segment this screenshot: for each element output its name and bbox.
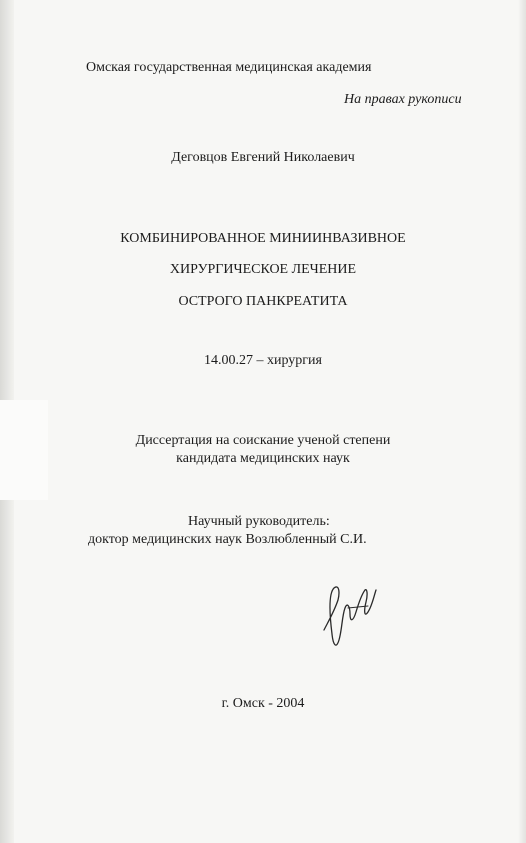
- title-line-3: ОСТРОГО ПАНКРЕАТИТА: [178, 294, 348, 309]
- specialty-code: 14.00.27 – хирургия: [204, 353, 322, 368]
- page-edge-shadow-right: [518, 0, 526, 843]
- title-line-1: КОМБИНИРОВАННОЕ МИНИИНВАЗИВНОЕ: [120, 231, 406, 246]
- handwritten-signature: [318, 578, 384, 652]
- supervisor-label: Научный руководитель:: [188, 514, 330, 529]
- city-year: г. Омск - 2004: [221, 696, 305, 711]
- scan-artifact: [0, 400, 48, 500]
- dissertation-line-2: кандидата медицинских наук: [176, 451, 350, 466]
- author-name: Деговцов Евгений Николаевич: [171, 150, 355, 165]
- dissertation-line-1: Диссертация на соискание ученой степени: [135, 433, 391, 448]
- supervisor-name: доктор медицинских наук Возлюбленный С.И.: [88, 532, 367, 547]
- manuscript-note: На правах рукописи: [344, 92, 462, 107]
- institution-name: Омская государственная медицинская академия: [86, 60, 372, 75]
- title-line-2: ХИРУРГИЧЕСКОЕ ЛЕЧЕНИЕ: [169, 262, 357, 277]
